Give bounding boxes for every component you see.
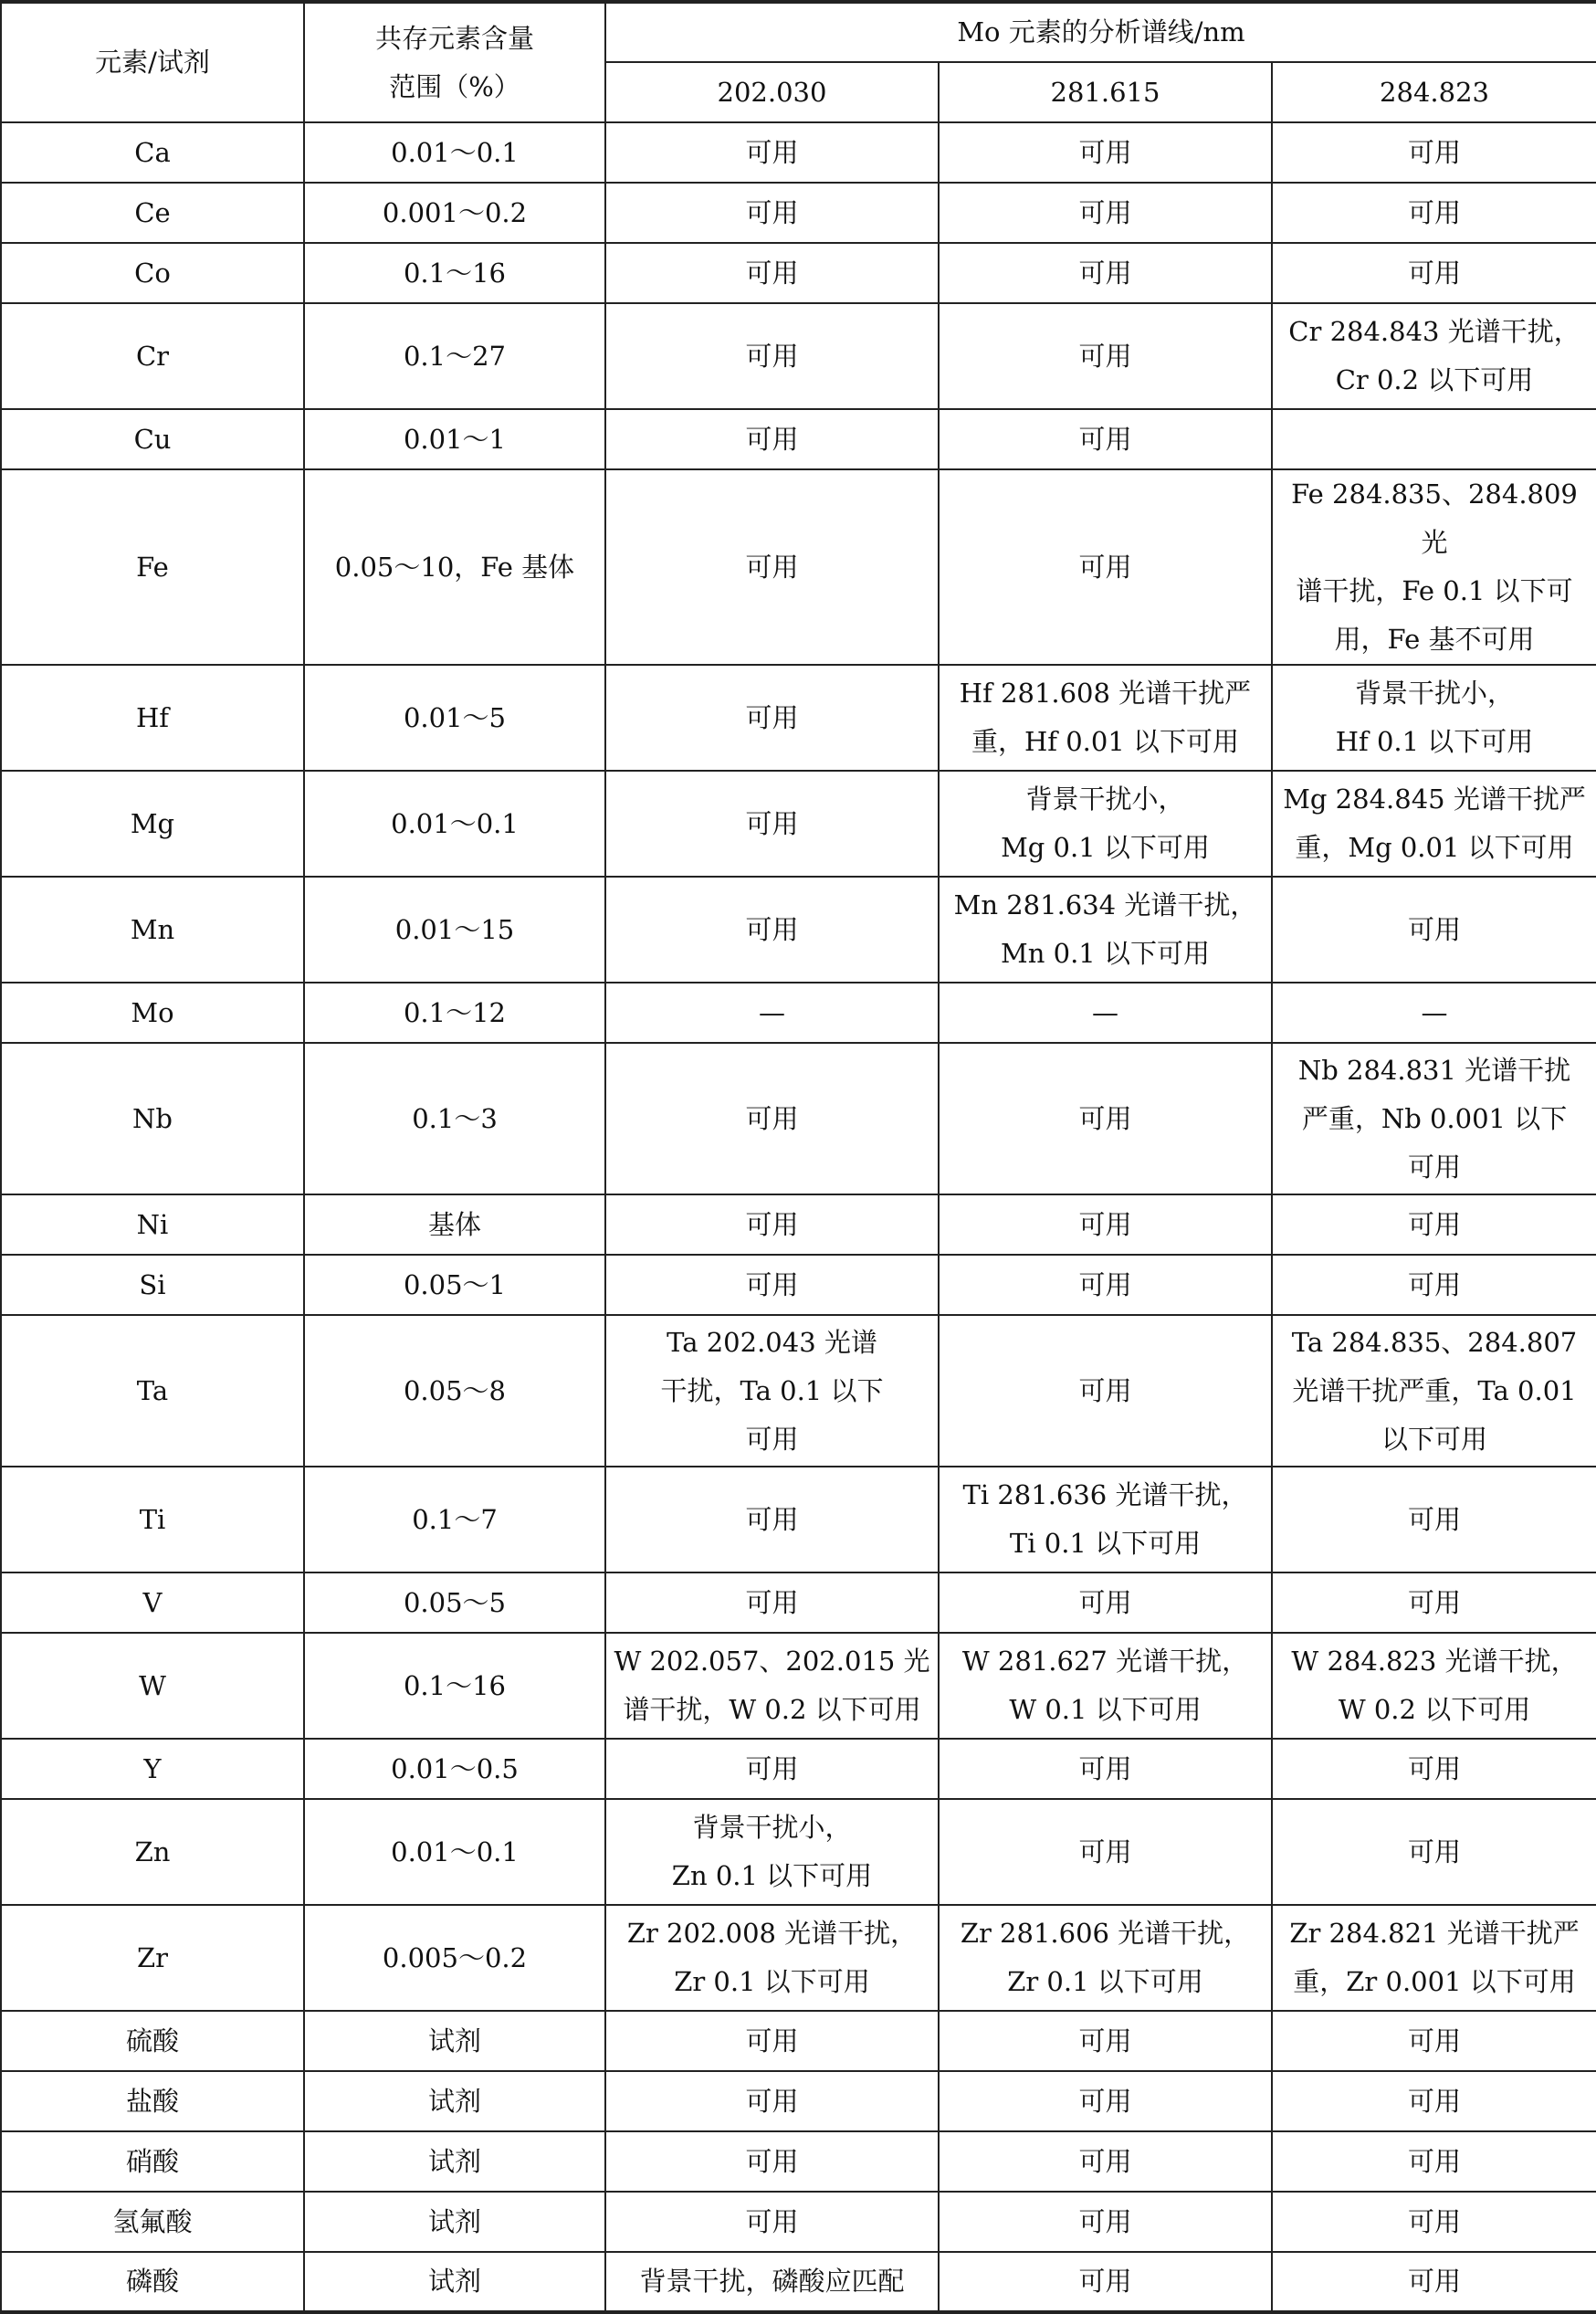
cell-range: 0.01～0.5 xyxy=(304,1739,605,1799)
cell-element: Ca xyxy=(1,122,304,183)
cell-element: Mn xyxy=(1,877,304,983)
cell-line-202: 可用 xyxy=(605,469,939,665)
header-spectral-group: Mo 元素的分析谱线/nm xyxy=(605,2,1596,62)
cell-element: Ce xyxy=(1,183,304,243)
cell-line-284: 可用 xyxy=(1272,2252,1596,2312)
cell-element: Ta xyxy=(1,1315,304,1467)
table-row xyxy=(1,183,1596,243)
cell-line-202: 可用 xyxy=(605,1255,939,1315)
cell-range: 试剂 xyxy=(304,2192,605,2252)
cell-line-202: — xyxy=(605,983,939,1043)
table-row xyxy=(1,469,1596,665)
cell-range: 0.01～0.1 xyxy=(304,122,605,183)
cell-element: Mo xyxy=(1,983,304,1043)
cell-line-281: 可用 xyxy=(939,1572,1272,1633)
cell-line-281: 可用 xyxy=(939,303,1272,409)
cell-line-284: 可用 xyxy=(1272,1739,1596,1799)
cell-range: 试剂 xyxy=(304,2252,605,2312)
cell-line-281: 可用 xyxy=(939,1043,1272,1194)
cell-line-202: 背景干扰小， Zn 0.1 以下可用 xyxy=(605,1799,939,1905)
cell-range: 0.05～10，Fe 基体 xyxy=(304,469,605,665)
cell-line-202: 可用 xyxy=(605,122,939,183)
cell-line-202: 可用 xyxy=(605,409,939,469)
cell-line-281: Ti 281.636 光谱干扰， Ti 0.1 以下可用 xyxy=(939,1467,1272,1572)
table-body xyxy=(1,122,1596,2312)
cell-range: 0.01～0.1 xyxy=(304,1799,605,1905)
table-row xyxy=(1,1315,1596,1467)
cell-line-281: Hf 281.608 光谱干扰严 重，Hf 0.01 以下可用 xyxy=(939,665,1272,771)
cell-element: 氢氟酸 xyxy=(1,2192,304,2252)
cell-line-281: 可用 xyxy=(939,469,1272,665)
cell-line-281: W 281.627 光谱干扰， W 0.1 以下可用 xyxy=(939,1633,1272,1739)
cell-line-202: 可用 xyxy=(605,771,939,877)
table-row xyxy=(1,877,1596,983)
cell-line-202: 可用 xyxy=(605,2071,939,2131)
cell-range: 0.01～15 xyxy=(304,877,605,983)
table-row xyxy=(1,1633,1596,1739)
cell-range: 0.05～8 xyxy=(304,1315,605,1467)
table-row xyxy=(1,1467,1596,1572)
cell-line-202: 可用 xyxy=(605,183,939,243)
header-range: 共存元素含量 范围（%） xyxy=(304,2,605,122)
cell-line-284: 可用 xyxy=(1272,877,1596,983)
cell-line-202: 可用 xyxy=(605,877,939,983)
cell-line-284: Nb 284.831 光谱干扰 严重，Nb 0.001 以下 可用 xyxy=(1272,1043,1596,1194)
cell-line-202: 可用 xyxy=(605,2011,939,2071)
cell-line-281: 可用 xyxy=(939,409,1272,469)
cell-line-281: 可用 xyxy=(939,183,1272,243)
cell-line-284: W 284.823 光谱干扰， W 0.2 以下可用 xyxy=(1272,1633,1596,1739)
cell-line-281: Zr 281.606 光谱干扰， Zr 0.1 以下可用 xyxy=(939,1905,1272,2011)
cell-line-202: 可用 xyxy=(605,303,939,409)
table-row xyxy=(1,1255,1596,1315)
cell-line-284: Fe 284.835、284.809 光 谱干扰，Fe 0.1 以下可 用，Fe 基不可用 xyxy=(1272,469,1596,665)
table-row xyxy=(1,2011,1596,2071)
cell-range: 0.1～3 xyxy=(304,1043,605,1194)
table-row xyxy=(1,665,1596,771)
cell-line-284: 可用 xyxy=(1272,2011,1596,2071)
cell-line-284: 可用 xyxy=(1272,1467,1596,1572)
cell-line-202: 可用 xyxy=(605,1739,939,1799)
cell-element: 硝酸 xyxy=(1,2131,304,2192)
cell-range: 0.001～0.2 xyxy=(304,183,605,243)
cell-line-284: 可用 xyxy=(1272,1799,1596,1905)
cell-line-284: 可用 xyxy=(1272,183,1596,243)
cell-range: 0.1～12 xyxy=(304,983,605,1043)
header-line-284: 284.823 xyxy=(1272,62,1596,122)
cell-element: Zr xyxy=(1,1905,304,2011)
cell-line-284: 可用 xyxy=(1272,2131,1596,2192)
header-line-281: 281.615 xyxy=(939,62,1272,122)
cell-element: Co xyxy=(1,243,304,303)
cell-line-281: 可用 xyxy=(939,2131,1272,2192)
cell-line-281: 可用 xyxy=(939,1799,1272,1905)
cell-line-281: 可用 xyxy=(939,122,1272,183)
header-element: 元素/试剂 xyxy=(1,2,304,122)
cell-line-284: 可用 xyxy=(1272,1194,1596,1255)
cell-range: 试剂 xyxy=(304,2011,605,2071)
cell-element: Zn xyxy=(1,1799,304,1905)
cell-element: Y xyxy=(1,1739,304,1799)
cell-line-202: Ta 202.043 光谱 干扰，Ta 0.1 以下 可用 xyxy=(605,1315,939,1467)
cell-line-202: W 202.057、202.015 光 谱干扰，W 0.2 以下可用 xyxy=(605,1633,939,1739)
table-row xyxy=(1,303,1596,409)
table-row xyxy=(1,1043,1596,1194)
cell-line-284: Zr 284.821 光谱干扰严 重，Zr 0.001 以下可用 xyxy=(1272,1905,1596,2011)
cell-line-284: Ta 284.835、284.807 光谱干扰严重，Ta 0.01 以下可用 xyxy=(1272,1315,1596,1467)
cell-line-281: 可用 xyxy=(939,2252,1272,2312)
cell-line-202: 可用 xyxy=(605,2192,939,2252)
cell-line-284 xyxy=(1272,409,1596,469)
cell-line-281: — xyxy=(939,983,1272,1043)
table-row xyxy=(1,1572,1596,1633)
cell-line-202: 可用 xyxy=(605,1043,939,1194)
cell-line-284: — xyxy=(1272,983,1596,1043)
cell-line-281: 可用 xyxy=(939,2011,1272,2071)
cell-line-284: Mg 284.845 光谱干扰严 重，Mg 0.01 以下可用 xyxy=(1272,771,1596,877)
cell-line-202: 可用 xyxy=(605,1194,939,1255)
cell-range: 0.1～16 xyxy=(304,243,605,303)
cell-range: 0.1～7 xyxy=(304,1467,605,1572)
table-row xyxy=(1,2131,1596,2192)
cell-line-284: 可用 xyxy=(1272,1255,1596,1315)
cell-line-202: 背景干扰，磷酸应匹配 xyxy=(605,2252,939,2312)
cell-line-281: 可用 xyxy=(939,1739,1272,1799)
cell-element: Cu xyxy=(1,409,304,469)
cell-range: 0.01～0.1 xyxy=(304,771,605,877)
table-row xyxy=(1,243,1596,303)
table-row xyxy=(1,2192,1596,2252)
cell-line-284: 背景干扰小， Hf 0.1 以下可用 xyxy=(1272,665,1596,771)
cell-range: 0.05～5 xyxy=(304,1572,605,1633)
cell-line-284: 可用 xyxy=(1272,2192,1596,2252)
cell-line-281: Mn 281.634 光谱干扰， Mn 0.1 以下可用 xyxy=(939,877,1272,983)
cell-range: 基体 xyxy=(304,1194,605,1255)
cell-line-202: 可用 xyxy=(605,243,939,303)
cell-element: Ni xyxy=(1,1194,304,1255)
cell-element: Mg xyxy=(1,771,304,877)
cell-line-284: Cr 284.843 光谱干扰， Cr 0.2 以下可用 xyxy=(1272,303,1596,409)
cell-line-202: Zr 202.008 光谱干扰， Zr 0.1 以下可用 xyxy=(605,1905,939,2011)
cell-element: Nb xyxy=(1,1043,304,1194)
cell-range: 试剂 xyxy=(304,2131,605,2192)
cell-range: 0.1～27 xyxy=(304,303,605,409)
cell-line-202: 可用 xyxy=(605,1572,939,1633)
cell-element: Ti xyxy=(1,1467,304,1572)
cell-element: W xyxy=(1,1633,304,1739)
table-row xyxy=(1,409,1596,469)
cell-line-284: 可用 xyxy=(1272,243,1596,303)
cell-line-284: 可用 xyxy=(1272,2071,1596,2131)
cell-element: Si xyxy=(1,1255,304,1315)
cell-line-281: 可用 xyxy=(939,243,1272,303)
table-row xyxy=(1,1905,1596,2011)
cell-line-202: 可用 xyxy=(605,2131,939,2192)
cell-element: 硫酸 xyxy=(1,2011,304,2071)
cell-element: 磷酸 xyxy=(1,2252,304,2312)
table-row xyxy=(1,2071,1596,2131)
cell-line-281: 可用 xyxy=(939,2071,1272,2131)
table-row xyxy=(1,1194,1596,1255)
cell-element: V xyxy=(1,1572,304,1633)
cell-range: 0.01～5 xyxy=(304,665,605,771)
cell-line-284: 可用 xyxy=(1272,1572,1596,1633)
cell-element: 盐酸 xyxy=(1,2071,304,2131)
table-row xyxy=(1,2252,1596,2312)
cell-line-202: 可用 xyxy=(605,1467,939,1572)
cell-range: 试剂 xyxy=(304,2071,605,2131)
cell-line-281: 可用 xyxy=(939,1255,1272,1315)
cell-range: 0.01～1 xyxy=(304,409,605,469)
table-row xyxy=(1,983,1596,1043)
table-row xyxy=(1,1799,1596,1905)
cell-element: Fe xyxy=(1,469,304,665)
header-line-202: 202.030 xyxy=(605,62,939,122)
table-row xyxy=(1,771,1596,877)
cell-line-281: 可用 xyxy=(939,1315,1272,1467)
cell-element: Hf xyxy=(1,665,304,771)
table-row xyxy=(1,1739,1596,1799)
cell-line-281: 可用 xyxy=(939,2192,1272,2252)
cell-range: 0.1～16 xyxy=(304,1633,605,1739)
cell-line-284: 可用 xyxy=(1272,122,1596,183)
header-row xyxy=(1,2,1596,62)
cell-range: 0.05～1 xyxy=(304,1255,605,1315)
cell-range: 0.005～0.2 xyxy=(304,1905,605,2011)
cell-line-281: 可用 xyxy=(939,1194,1272,1255)
cell-line-281: 背景干扰小， Mg 0.1 以下可用 xyxy=(939,771,1272,877)
cell-line-202: 可用 xyxy=(605,665,939,771)
table-row xyxy=(1,122,1596,183)
cell-element: Cr xyxy=(1,303,304,409)
